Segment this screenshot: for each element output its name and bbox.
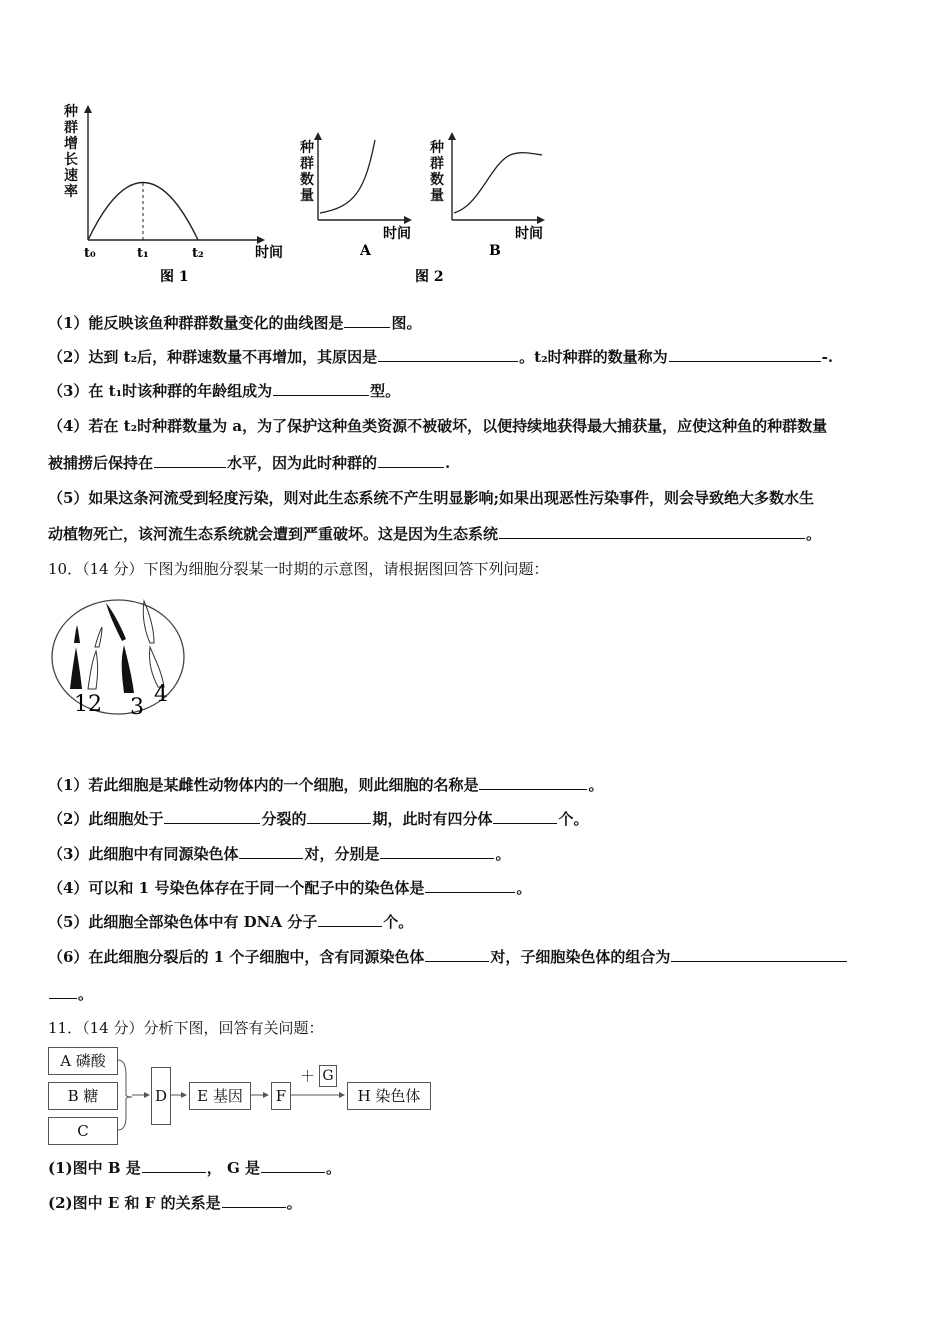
tick-t2: t₂ <box>192 246 204 261</box>
box-f: F <box>271 1082 291 1110</box>
q9-p1-text: （1）能反映该鱼种群群数量变化的曲线图是 <box>48 314 344 332</box>
answer-blank[interactable] <box>493 809 557 824</box>
box-h-chromosome: H 染色体 <box>347 1082 431 1110</box>
q10-part-6b <box>48 983 93 1004</box>
q11-p2-tail: 。 <box>286 1194 302 1212</box>
figure-1-y-label-vertical: 种群增长速率 <box>64 104 78 200</box>
q10-p5-tail: 个。 <box>383 913 414 931</box>
q9-part-1 <box>48 312 421 333</box>
q10-p2-mid2: 期，此时有四分体 <box>372 810 493 828</box>
box-g: G <box>319 1065 337 1087</box>
q9-p4-text-2: 被捕捞后保持在 <box>48 454 154 472</box>
answer-blank[interactable] <box>273 381 369 396</box>
figure-2b-y-label-vertical: 种群数量 <box>430 140 444 204</box>
answer-blank[interactable] <box>164 809 260 824</box>
q10-part-3 <box>48 843 510 864</box>
answer-blank[interactable] <box>239 844 303 859</box>
q10-p6-tail: 。 <box>78 985 94 1003</box>
figure-1-caption: 图 1 <box>160 269 189 285</box>
chromosome-3 <box>106 603 134 693</box>
q11-part-2 <box>48 1192 302 1213</box>
chromosome-label-3: 3 <box>130 695 144 720</box>
q9-part-3 <box>48 380 400 401</box>
q10-p2-tail: 个。 <box>558 810 589 828</box>
figure-2b-caption: B <box>489 243 501 259</box>
box-d: D <box>151 1067 171 1125</box>
q9-p1-tail: 图。 <box>391 314 422 332</box>
figure-2a-j-curve <box>314 132 412 259</box>
tick-t1: t₁ <box>137 246 149 261</box>
q11-p1-mid: ， G 是 <box>206 1159 261 1177</box>
q9-part-2 <box>48 346 833 367</box>
q11-title: 11．（14 分）分析下图，回答有关问题： <box>48 1019 324 1037</box>
q9-p5-text: （5）如果这条河流受到轻度污染，则对此生态系统不产生明显影响;如果出现恶性污染事件，则会导致绝大多数水生 <box>48 489 814 507</box>
q11-p2-text: (2)图中 E 和 F 的关系是 <box>48 1194 221 1212</box>
q10-p6-text: （6）在此细胞分裂后的 1 个子细胞中，含有同源染色体 <box>48 948 425 966</box>
q10-part-4 <box>48 877 531 898</box>
q9-p3-text: （3）在 t₁时该种群的年龄组成为 <box>48 382 273 400</box>
chromosome-label-4: 4 <box>154 682 168 707</box>
figure-2-caption: 图 2 <box>415 269 444 285</box>
q10-p6-mid: 对，子细胞染色体的组合为 <box>490 948 671 966</box>
answer-blank[interactable] <box>261 1158 325 1173</box>
q10-p2-text: （2）此细胞处于 <box>48 810 164 828</box>
q10-p4-tail: 。 <box>516 879 532 897</box>
answer-blank[interactable] <box>425 878 515 893</box>
q10-part-5 <box>48 911 413 932</box>
plus-sign: ＋ <box>300 1067 316 1085</box>
q10-p3-mid: 对，分别是 <box>304 845 380 863</box>
q9-p4-text-3: 水平，因为此时种群的 <box>227 454 378 472</box>
q11-p1-tail: 。 <box>326 1159 342 1177</box>
s-curve <box>454 153 542 213</box>
q10-p3-tail: 。 <box>495 845 511 863</box>
answer-blank[interactable] <box>49 984 77 999</box>
answer-blank[interactable] <box>669 347 821 362</box>
q10-p2-mid: 分裂的 <box>261 810 307 828</box>
q9-p2-text: （2）达到 t₂后，种群速数量不再增加，其原因是 <box>48 348 378 366</box>
box-b-sugar: B 糖 <box>48 1082 118 1110</box>
answer-blank[interactable] <box>142 1158 206 1173</box>
q10-part-1 <box>48 774 603 795</box>
answer-blank[interactable] <box>344 313 390 328</box>
q9-p3-tail: 型。 <box>370 382 401 400</box>
figure-2b-x-label: 时间 <box>515 226 543 242</box>
chromosome-1 <box>70 625 82 689</box>
q10-p1-tail: 。 <box>588 776 604 794</box>
answer-blank[interactable] <box>378 347 518 362</box>
figure-1-growth-rate-curve <box>84 105 283 285</box>
answer-blank[interactable] <box>154 453 226 468</box>
tick-t0: t₀ <box>84 246 96 261</box>
q10-p5-text: （5）此细胞全部染色体中有 DNA 分子 <box>48 913 318 931</box>
q11-p1-text: (1)图中 B 是 <box>48 1159 141 1177</box>
answer-blank[interactable] <box>222 1193 286 1208</box>
q9-p2-mid: 。t₂时种群的数量称为 <box>519 348 668 366</box>
answer-blank[interactable] <box>380 844 494 859</box>
q9-p5-text-2: 动植物死亡，该河流生态系统就会遭到严重破坏。这是因为生态系统 <box>48 525 499 543</box>
q9-part-4b <box>48 452 450 473</box>
q9-p4-text: （4）若在 t₂时种群数量为 a，为了保护这种鱼类资源不被破坏，以便持续地获得最大捕获量，应使这种鱼的种群数量 <box>48 417 828 435</box>
q10-title: 10．（14 分）下图为细胞分裂某一时期的示意图，请根据图回答下列问题： <box>48 560 549 578</box>
box-c: C <box>48 1117 118 1145</box>
figure-2a-y-label-vertical: 种群数量 <box>300 140 314 204</box>
box-a-phosphate: A 磷酸 <box>48 1047 118 1075</box>
j-curve <box>320 140 375 213</box>
figure-2b-s-curve <box>448 132 545 259</box>
q9-p4-tail: . <box>445 454 451 472</box>
answer-blank[interactable] <box>307 809 371 824</box>
q9-part-5a <box>48 487 814 508</box>
figure-2a-caption: A <box>360 243 371 259</box>
q10-p1-text: （1）若此细胞是某雌性动物体内的一个细胞，则此细胞的名称是 <box>48 776 479 794</box>
q10-part-2 <box>48 808 589 829</box>
cell-division-diagram <box>48 595 193 720</box>
q9-part-5b <box>48 523 821 544</box>
q9-p5-tail: 。 <box>806 525 822 543</box>
answer-blank[interactable] <box>318 912 382 927</box>
answer-blank[interactable] <box>499 524 805 539</box>
answer-blank[interactable] <box>425 947 489 962</box>
box-e-gene: E 基因 <box>189 1082 251 1110</box>
q11-part-1 <box>48 1157 341 1178</box>
figure-1-x-label: 时间 <box>255 245 283 261</box>
chromosome-2 <box>88 627 102 689</box>
chromosome-label-1: 1 <box>74 692 88 717</box>
q10-p4-text: （4）可以和 1 号染色体存在于同一个配子中的染色体是 <box>48 879 425 897</box>
answer-blank[interactable] <box>378 453 444 468</box>
q9-part-4a <box>48 415 827 436</box>
q10-p3-text: （3）此细胞中有同源染色体 <box>48 845 239 863</box>
chromosome-label-2: 2 <box>88 692 102 717</box>
q10-part-6a <box>48 946 848 967</box>
gene-flow-diagram <box>46 1045 436 1145</box>
answer-blank[interactable] <box>671 947 847 962</box>
figure-2a-x-label: 时间 <box>383 226 411 242</box>
answer-blank[interactable] <box>479 775 587 790</box>
q9-p2-tail: -. <box>821 348 834 366</box>
